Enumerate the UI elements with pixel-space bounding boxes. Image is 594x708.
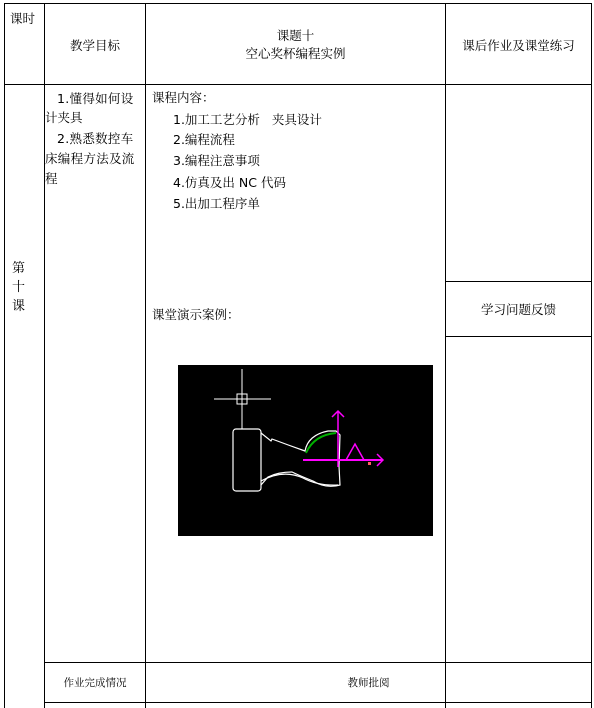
cad-demo-image bbox=[178, 365, 433, 536]
table-border-header-bottom bbox=[4, 84, 592, 85]
period-char-2: 十 bbox=[12, 280, 26, 295]
header-lesson-number: 课题十 bbox=[276, 28, 315, 43]
objectives-line-4: 床编程方法及流 bbox=[45, 151, 135, 166]
content-item-2: 2.编程流程 bbox=[173, 132, 235, 147]
feedback-heading: 学习问题反馈 bbox=[480, 302, 556, 317]
content-item-4: 4.仿真及出 NC 代码 bbox=[173, 175, 286, 190]
content-item-3: 3.编程注意事项 bbox=[173, 153, 260, 168]
objectives-line-5: 程 bbox=[45, 171, 58, 186]
table-border-right bbox=[591, 3, 592, 708]
toolpath-curve bbox=[306, 433, 336, 453]
feedback-border-bottom bbox=[445, 336, 592, 337]
period-char-1: 第 bbox=[12, 261, 26, 276]
footer-completion: 作业完成情况 bbox=[63, 677, 127, 689]
content-heading: 课程内容： bbox=[152, 90, 215, 105]
column-divider-3 bbox=[445, 3, 446, 708]
tool-marker-icon bbox=[368, 462, 371, 465]
header-period: 课时 bbox=[10, 11, 36, 26]
table-border-footer-bottom bbox=[44, 702, 592, 703]
objectives-line-3: 2.熟悉数控车 bbox=[57, 131, 134, 146]
period-char-3: 课 bbox=[12, 299, 26, 314]
table-border-top bbox=[4, 3, 592, 4]
content-item-1: 1.加工工艺分析 夹具设计 bbox=[173, 112, 322, 127]
column-divider-1 bbox=[44, 3, 45, 708]
objectives-line-1: 1.懂得如何设 bbox=[57, 91, 134, 106]
cursor-crosshair-icon bbox=[214, 369, 271, 429]
header-objectives: 教学目标 bbox=[69, 38, 120, 53]
header-lesson-title: 空心奖杯编程实例 bbox=[245, 46, 346, 61]
coordinate-axes-icon bbox=[303, 411, 383, 467]
feedback-border-top bbox=[445, 281, 592, 282]
column-divider-2 bbox=[145, 3, 146, 708]
demo-heading: 课堂演示案例： bbox=[152, 307, 240, 322]
footer-review: 教师批阅 bbox=[347, 677, 390, 689]
table-border-left bbox=[4, 3, 5, 708]
objectives-line-2: 计夹具 bbox=[45, 110, 83, 125]
table-border-footer-top bbox=[44, 662, 592, 663]
header-homework: 课后作业及课堂练习 bbox=[462, 38, 575, 53]
content-item-5: 5.出加工程序单 bbox=[173, 196, 260, 211]
